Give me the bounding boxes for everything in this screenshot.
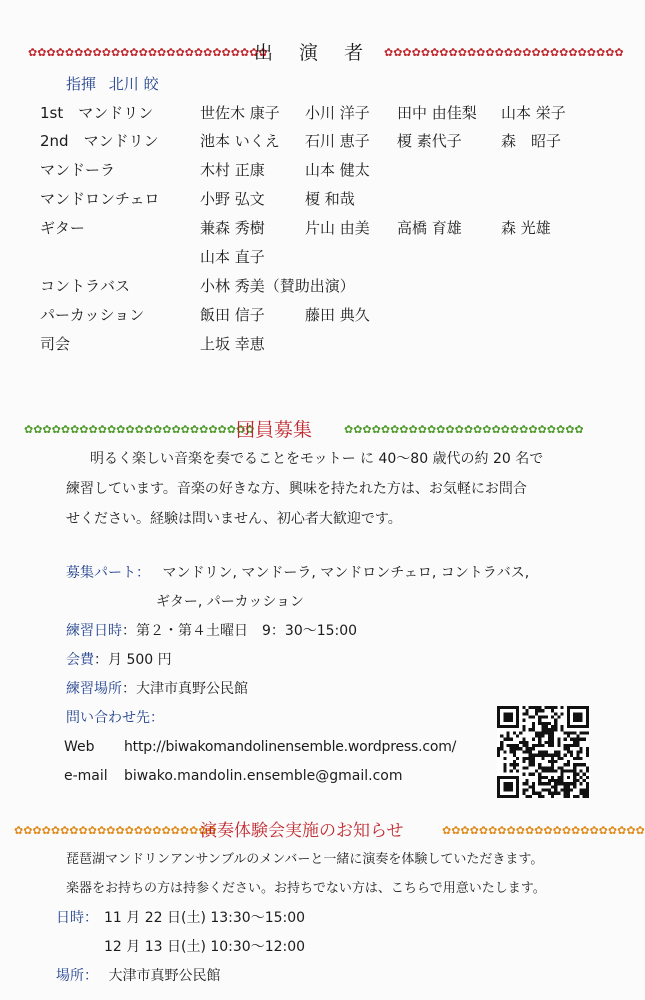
practice-label: 練習日時 [66, 623, 122, 639]
qr-code-icon[interactable] [497, 706, 589, 798]
recruit-parts-line [66, 563, 529, 583]
flower-ornament-right-icon: ✿✿✿✿✿✿✿✿✿✿✿✿✿✿✿✿✿✿✿✿✿✿ [442, 824, 645, 837]
trial-intro-line: 楽器をお持ちの方は持参ください。お持ちでない方は、こちらで用意いたします。 [66, 881, 546, 896]
part-label: マンドロンチェロ [40, 190, 160, 208]
trial-date-label: 日時： [56, 910, 98, 926]
performer-name: 田中 由佳梨 [397, 104, 477, 122]
email-label: e-mail [64, 768, 108, 784]
performer-name: 高橋 育雄 [397, 219, 462, 237]
recruit-parts-label: 募集パート： [66, 565, 150, 581]
practice-value: ：第２・第４土曜日 9：30〜15:00 [122, 623, 358, 639]
fee-line [66, 650, 172, 670]
performer-name: 池本 いくえ [200, 132, 280, 150]
part-label: パーカッション [40, 306, 145, 324]
recruit-intro-line: 明るく楽しい音楽を奏でることをモットー に 40〜80 歳代の約 20 名で [90, 451, 544, 467]
performer-name: 上坂 幸恵 [200, 335, 265, 353]
part-label: マンドーラ [40, 161, 116, 179]
performer-name: 兼森 秀樹 [200, 219, 265, 237]
practice-place-value: ：大津市真野公民館 [122, 681, 248, 697]
conductor-label: 指揮 [66, 75, 97, 93]
trial-date: 12 月 13 日(土) 10:30〜12:00 [104, 939, 306, 955]
performer-name: 森 光雄 [501, 219, 551, 237]
flower-ornament-right-icon: ✿✿✿✿✿✿✿✿✿✿✿✿✿✿✿✿✿✿✿✿✿✿✿✿✿✿ [384, 46, 624, 59]
performers-title: 出 演 者 [254, 42, 374, 64]
flower-ornament-left-icon: ✿✿✿✿✿✿✿✿✿✿✿✿✿✿✿✿✿✿✿✿✿✿✿✿✿ [24, 423, 255, 436]
performer-name: 小川 洋子 [305, 104, 370, 122]
performers-header [0, 40, 624, 66]
performer-name: 藤田 典久 [305, 306, 370, 324]
recruit-title: 団員募集 [236, 419, 313, 441]
trial-place-line [56, 966, 220, 986]
part-label: 2nd マンドリン [40, 132, 159, 150]
web-label: Web [64, 739, 95, 755]
conductor-line [66, 74, 159, 94]
part-label: ギター [40, 219, 85, 237]
recruit-parts-value: マンドリン, マンドーラ, マンドロンチェロ, コントラバス, [162, 565, 530, 581]
performer-name: 木村 正康 [200, 161, 265, 179]
flower-ornament-left-icon: ✿✿✿✿✿✿✿✿✿✿✿✿✿✿✿✿✿✿✿✿✿✿✿✿✿✿ [28, 46, 268, 59]
part-label: 1st マンドリン [40, 104, 154, 122]
practice-place-label: 練習場所 [66, 681, 122, 697]
recruit-parts-value-cont: ギター, パーカッション [156, 594, 305, 610]
performer-name: 榎 和哉 [305, 190, 355, 208]
performer-name: 小林 秀美（賛助出演） [200, 277, 355, 295]
recruit-intro-line: せください。経験は問いません、初心者大歓迎です。 [66, 511, 402, 527]
fee-value: ：月 500 円 [94, 652, 172, 668]
trial-place-value: 大津市真野公民館 [108, 968, 221, 984]
email-link[interactable]: biwako.mandolin.ensemble@gmail.com [124, 768, 403, 784]
fee-label: 会費 [66, 652, 94, 668]
trial-place-label: 場所： [56, 968, 98, 984]
trial-intro-line: 琵琶湖マンドリンアンサンブルのメンバーと一緒に演奏を体験していただきます。 [66, 852, 544, 867]
trial-title: 演奏体験会実施のお知らせ [200, 821, 404, 841]
part-label: 司会 [40, 335, 71, 353]
performer-name: 榎 素代子 [397, 132, 462, 150]
part-label: コントラバス [40, 277, 131, 295]
practice-line [66, 621, 357, 641]
trial-header [0, 818, 645, 844]
performer-name: 山本 健太 [305, 161, 370, 179]
recruit-header [0, 417, 614, 443]
conductor-name: 北川 皎 [108, 75, 159, 93]
practice-place-line [66, 679, 248, 699]
web-link[interactable]: http://biwakomandolinensemble.wordpress.com/ [124, 739, 457, 755]
performer-name: 飯田 信子 [200, 306, 265, 324]
performer-name: 山本 栄子 [501, 104, 566, 122]
flower-ornament-right-icon: ✿✿✿✿✿✿✿✿✿✿✿✿✿✿✿✿✿✿✿✿✿✿✿✿✿✿ [344, 423, 584, 436]
trial-date: 11 月 22 日(土) 13:30〜15:00 [104, 910, 306, 926]
performer-name: 世佐木 康子 [200, 104, 280, 122]
performer-name: 片山 由美 [305, 219, 370, 237]
performer-name: 小野 弘文 [200, 190, 265, 208]
flower-ornament-left-icon: ✿✿✿✿✿✿✿✿✿✿✿✿✿✿✿✿✿✿✿✿✿✿ [14, 824, 217, 837]
contact-label: 問い合わせ先： [66, 710, 164, 726]
performer-name: 石川 恵子 [305, 132, 370, 150]
recruit-intro-line: 練習しています。音楽の好きな方、興味を持たれた方は、お気軽にお問合 [66, 481, 527, 497]
performer-name: 山本 直子 [200, 248, 265, 266]
performer-name: 森 昭子 [501, 132, 562, 150]
